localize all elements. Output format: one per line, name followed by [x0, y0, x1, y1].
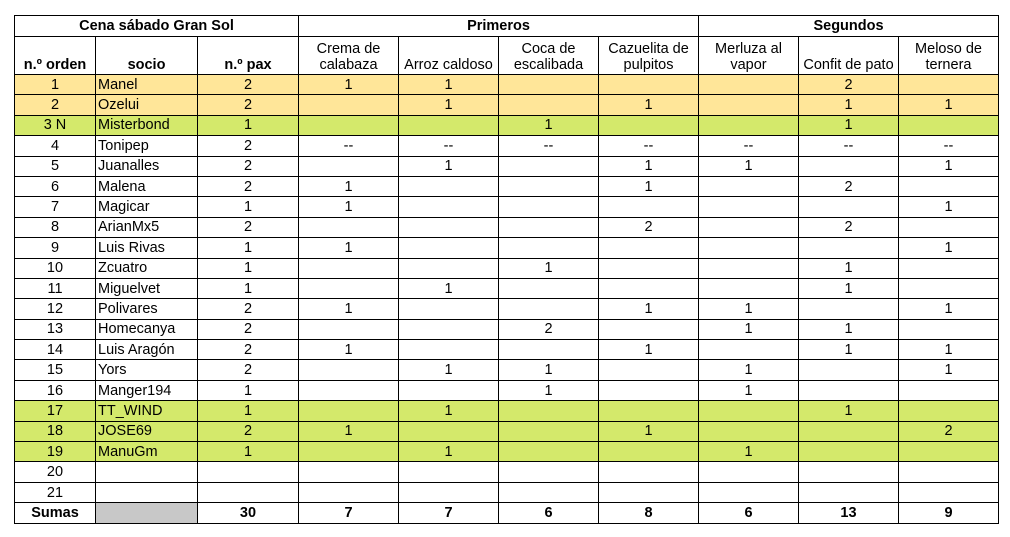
column-header-dish: Merluza al vapor: [699, 37, 799, 75]
row-orden-cell: 1: [15, 75, 96, 95]
row-dish-cell: 1: [699, 360, 799, 380]
row-dish-cell: 1: [299, 299, 399, 319]
row-dish-cell: 2: [799, 75, 899, 95]
table-row: [15, 340, 999, 360]
row-dish-cell: 1: [699, 319, 799, 339]
table-row: [15, 360, 999, 380]
row-dish-cell: [699, 217, 799, 237]
row-dish-cell: --: [799, 136, 899, 156]
table-row: [15, 401, 999, 421]
row-dish-cell: --: [899, 136, 999, 156]
row-dish-cell: 1: [799, 319, 899, 339]
row-pax-cell: 2: [198, 75, 299, 95]
column-header-socio: socio: [96, 37, 198, 75]
row-orden-cell: 18: [15, 421, 96, 441]
row-orden-cell: 21: [15, 482, 96, 502]
row-socio-cell: Ozelui: [96, 95, 198, 115]
row-dish-cell: 2: [599, 217, 699, 237]
row-dish-cell: [699, 115, 799, 135]
row-dish-cell: 1: [499, 258, 599, 278]
row-dish-cell: [899, 217, 999, 237]
row-dish-cell: [299, 319, 399, 339]
row-pax-cell: 1: [198, 401, 299, 421]
row-dish-cell: [299, 462, 399, 482]
header-row-columns: [15, 37, 999, 75]
sums-blank-cell: [96, 503, 198, 524]
row-dish-cell: 1: [399, 95, 499, 115]
table-row: [15, 299, 999, 319]
row-dish-cell: 1: [899, 238, 999, 258]
row-dish-cell: [399, 462, 499, 482]
row-dish-cell: 1: [299, 238, 399, 258]
row-dish-cell: [499, 217, 599, 237]
row-dish-cell: 1: [799, 278, 899, 298]
row-dish-cell: 1: [499, 360, 599, 380]
row-orden-cell: 4: [15, 136, 96, 156]
row-pax-cell: [198, 482, 299, 502]
row-dish-cell: [299, 278, 399, 298]
sums-label: Sumas: [15, 503, 96, 524]
row-dish-cell: 1: [299, 197, 399, 217]
row-pax-cell: 2: [198, 299, 299, 319]
row-socio-cell: Yors: [96, 360, 198, 380]
sums-dish: 6: [699, 503, 799, 524]
row-dish-cell: [899, 482, 999, 502]
row-dish-cell: 1: [599, 176, 699, 196]
row-dish-cell: --: [599, 136, 699, 156]
row-socio-cell: JOSE69: [96, 421, 198, 441]
row-pax-cell: 2: [198, 340, 299, 360]
row-socio-cell: Homecanya: [96, 319, 198, 339]
sums-dish: 13: [799, 503, 899, 524]
row-socio-cell: Manel: [96, 75, 198, 95]
row-dish-cell: 1: [699, 442, 799, 462]
row-orden-cell: 16: [15, 380, 96, 400]
row-pax-cell: [198, 462, 299, 482]
row-dish-cell: 2: [499, 319, 599, 339]
row-dish-cell: [599, 319, 699, 339]
row-dish-cell: [799, 442, 899, 462]
row-dish-cell: 1: [799, 115, 899, 135]
row-dish-cell: [399, 217, 499, 237]
row-dish-cell: [599, 75, 699, 95]
table-row: [15, 421, 999, 441]
row-dish-cell: [399, 340, 499, 360]
row-dish-cell: [599, 278, 699, 298]
row-dish-cell: [899, 278, 999, 298]
row-orden-cell: 19: [15, 442, 96, 462]
table-row: [15, 238, 999, 258]
row-orden-cell: 7: [15, 197, 96, 217]
menu-sheet: [14, 15, 999, 524]
row-dish-cell: [599, 442, 699, 462]
row-dish-cell: [899, 380, 999, 400]
row-dish-cell: 1: [699, 156, 799, 176]
row-dish-cell: [699, 340, 799, 360]
row-socio-cell: TT_WIND: [96, 401, 198, 421]
row-dish-cell: 1: [399, 75, 499, 95]
row-dish-cell: [299, 442, 399, 462]
row-dish-cell: 1: [399, 401, 499, 421]
table-row: [15, 380, 999, 400]
table-row: [15, 136, 999, 156]
row-orden-cell: 6: [15, 176, 96, 196]
row-pax-cell: 2: [198, 217, 299, 237]
table-row: [15, 442, 999, 462]
row-dish-cell: [499, 75, 599, 95]
row-orden-cell: 12: [15, 299, 96, 319]
row-dish-cell: [599, 360, 699, 380]
row-orden-cell: 2: [15, 95, 96, 115]
row-pax-cell: 1: [198, 115, 299, 135]
row-dish-cell: --: [299, 136, 399, 156]
row-dish-cell: 1: [699, 299, 799, 319]
row-dish-cell: [899, 462, 999, 482]
row-dish-cell: [399, 258, 499, 278]
row-dish-cell: [599, 115, 699, 135]
row-dish-cell: 1: [799, 340, 899, 360]
row-dish-cell: [899, 115, 999, 135]
row-orden-cell: 17: [15, 401, 96, 421]
row-dish-cell: [399, 115, 499, 135]
row-dish-cell: [499, 462, 599, 482]
row-dish-cell: 1: [899, 156, 999, 176]
row-socio-cell: Malena: [96, 176, 198, 196]
row-socio-cell: Luis Aragón: [96, 340, 198, 360]
row-dish-cell: 1: [399, 278, 499, 298]
table-row: [15, 278, 999, 298]
row-orden-cell: 14: [15, 340, 96, 360]
row-dish-cell: [799, 462, 899, 482]
row-dish-cell: [899, 75, 999, 95]
row-dish-cell: [899, 258, 999, 278]
table-row: [15, 319, 999, 339]
table-row: [15, 115, 999, 135]
table-row: [15, 95, 999, 115]
row-dish-cell: [799, 482, 899, 502]
row-dish-cell: 1: [399, 156, 499, 176]
row-dish-cell: 1: [899, 299, 999, 319]
row-dish-cell: [499, 299, 599, 319]
row-dish-cell: [499, 238, 599, 258]
row-pax-cell: 2: [198, 421, 299, 441]
row-dish-cell: [299, 360, 399, 380]
sums-dish: 7: [299, 503, 399, 524]
row-dish-cell: 2: [899, 421, 999, 441]
row-dish-cell: [799, 360, 899, 380]
row-socio-cell: Zcuatro: [96, 258, 198, 278]
row-dish-cell: [499, 482, 599, 502]
row-dish-cell: [399, 319, 499, 339]
row-dish-cell: [599, 462, 699, 482]
row-dish-cell: 1: [799, 95, 899, 115]
row-orden-cell: 5: [15, 156, 96, 176]
row-socio-cell: [96, 482, 198, 502]
row-dish-cell: 1: [499, 115, 599, 135]
column-header-dish: Meloso de ternera: [899, 37, 999, 75]
row-dish-cell: [299, 156, 399, 176]
row-pax-cell: 2: [198, 156, 299, 176]
row-dish-cell: [899, 319, 999, 339]
row-pax-cell: 2: [198, 176, 299, 196]
row-dish-cell: [799, 156, 899, 176]
table-row: [15, 258, 999, 278]
row-dish-cell: [799, 421, 899, 441]
row-socio-cell: ArianMx5: [96, 217, 198, 237]
row-dish-cell: 1: [599, 340, 699, 360]
row-dish-cell: [899, 176, 999, 196]
row-dish-cell: [699, 482, 799, 502]
table-row: [15, 176, 999, 196]
sums-row: [15, 503, 999, 524]
row-dish-cell: [499, 197, 599, 217]
sums-dish: 9: [899, 503, 999, 524]
row-dish-cell: [399, 197, 499, 217]
row-socio-cell: Magicar: [96, 197, 198, 217]
row-socio-cell: ManuGm: [96, 442, 198, 462]
sums-dish: 6: [499, 503, 599, 524]
row-orden-cell: 8: [15, 217, 96, 237]
row-dish-cell: 1: [299, 75, 399, 95]
table-row: [15, 217, 999, 237]
row-dish-cell: [399, 482, 499, 502]
row-dish-cell: [499, 95, 599, 115]
row-dish-cell: [699, 197, 799, 217]
row-orden-cell: 20: [15, 462, 96, 482]
row-dish-cell: 1: [399, 360, 499, 380]
row-dish-cell: [699, 75, 799, 95]
row-dish-cell: 1: [599, 95, 699, 115]
column-header-orden: n.º orden: [15, 37, 96, 75]
row-dish-cell: [599, 197, 699, 217]
row-dish-cell: [899, 442, 999, 462]
row-dish-cell: [499, 156, 599, 176]
row-dish-cell: 1: [899, 197, 999, 217]
row-dish-cell: 1: [499, 380, 599, 400]
column-header-dish: Confit de pato: [799, 37, 899, 75]
row-dish-cell: --: [399, 136, 499, 156]
row-pax-cell: 1: [198, 442, 299, 462]
table-row: [15, 156, 999, 176]
row-dish-cell: 1: [899, 360, 999, 380]
row-dish-cell: [799, 380, 899, 400]
row-dish-cell: [499, 401, 599, 421]
row-dish-cell: 1: [299, 176, 399, 196]
row-dish-cell: 2: [799, 217, 899, 237]
row-dish-cell: [699, 176, 799, 196]
row-dish-cell: [499, 340, 599, 360]
row-pax-cell: 2: [198, 95, 299, 115]
row-dish-cell: [299, 401, 399, 421]
row-dish-cell: [699, 421, 799, 441]
row-orden-cell: 9: [15, 238, 96, 258]
row-socio-cell: Manger194: [96, 380, 198, 400]
table-row: [15, 197, 999, 217]
row-dish-cell: [499, 421, 599, 441]
row-dish-cell: 1: [599, 156, 699, 176]
row-dish-cell: [399, 238, 499, 258]
row-dish-cell: [299, 217, 399, 237]
column-header-dish: Coca de escalibada: [499, 37, 599, 75]
row-dish-cell: [399, 421, 499, 441]
row-dish-cell: [499, 176, 599, 196]
sums-dish: 7: [399, 503, 499, 524]
row-dish-cell: [299, 258, 399, 278]
row-pax-cell: 1: [198, 197, 299, 217]
row-dish-cell: 1: [799, 401, 899, 421]
row-dish-cell: [799, 299, 899, 319]
row-dish-cell: [399, 380, 499, 400]
row-pax-cell: 2: [198, 360, 299, 380]
row-dish-cell: [299, 482, 399, 502]
row-dish-cell: [699, 278, 799, 298]
group-primeros: Primeros: [299, 16, 699, 37]
row-orden-cell: 10: [15, 258, 96, 278]
row-socio-cell: Tonipep: [96, 136, 198, 156]
row-pax-cell: 1: [198, 380, 299, 400]
table-row: [15, 75, 999, 95]
row-socio-cell: Polivares: [96, 299, 198, 319]
row-socio-cell: Juanalles: [96, 156, 198, 176]
row-pax-cell: 2: [198, 136, 299, 156]
row-dish-cell: [599, 238, 699, 258]
row-dish-cell: 1: [799, 258, 899, 278]
row-dish-cell: [599, 401, 699, 421]
row-dish-cell: [499, 278, 599, 298]
group-segundos: Segundos: [699, 16, 999, 37]
row-dish-cell: [599, 380, 699, 400]
row-dish-cell: 1: [399, 442, 499, 462]
row-dish-cell: [499, 442, 599, 462]
column-header-pax: n.º pax: [198, 37, 299, 75]
row-dish-cell: [299, 95, 399, 115]
row-orden-cell: 13: [15, 319, 96, 339]
header-row-groups: [15, 16, 999, 37]
row-socio-cell: [96, 462, 198, 482]
row-dish-cell: [899, 401, 999, 421]
row-dish-cell: 1: [599, 421, 699, 441]
sheet-title: Cena sábado Gran Sol: [15, 16, 299, 37]
sums-dish: 8: [599, 503, 699, 524]
row-pax-cell: 1: [198, 278, 299, 298]
row-dish-cell: 1: [899, 95, 999, 115]
row-pax-cell: 1: [198, 238, 299, 258]
row-dish-cell: 1: [899, 340, 999, 360]
row-dish-cell: [699, 401, 799, 421]
column-header-dish: Cazuelita de pulpitos: [599, 37, 699, 75]
row-dish-cell: 1: [699, 380, 799, 400]
column-header-dish: Crema de calabaza: [299, 37, 399, 75]
row-orden-cell: 11: [15, 278, 96, 298]
row-dish-cell: [699, 238, 799, 258]
row-dish-cell: [699, 95, 799, 115]
row-dish-cell: 1: [299, 340, 399, 360]
row-dish-cell: [799, 238, 899, 258]
row-dish-cell: --: [499, 136, 599, 156]
row-socio-cell: Misterbond: [96, 115, 198, 135]
row-dish-cell: [299, 115, 399, 135]
row-socio-cell: Miguelvet: [96, 278, 198, 298]
row-dish-cell: [799, 197, 899, 217]
row-dish-cell: --: [699, 136, 799, 156]
row-dish-cell: [599, 482, 699, 502]
sums-pax: 30: [198, 503, 299, 524]
row-dish-cell: [599, 258, 699, 278]
row-pax-cell: 2: [198, 319, 299, 339]
row-dish-cell: 1: [299, 421, 399, 441]
row-dish-cell: [399, 176, 499, 196]
row-dish-cell: [699, 462, 799, 482]
row-orden-cell: 3 N: [15, 115, 96, 135]
row-dish-cell: [399, 299, 499, 319]
row-pax-cell: 1: [198, 258, 299, 278]
table-row: [15, 462, 999, 482]
row-dish-cell: [699, 258, 799, 278]
row-dish-cell: [299, 380, 399, 400]
row-orden-cell: 15: [15, 360, 96, 380]
row-dish-cell: 2: [799, 176, 899, 196]
column-header-dish: Arroz caldoso: [399, 37, 499, 75]
table-row: [15, 482, 999, 502]
row-dish-cell: 1: [599, 299, 699, 319]
row-socio-cell: Luis Rivas: [96, 238, 198, 258]
